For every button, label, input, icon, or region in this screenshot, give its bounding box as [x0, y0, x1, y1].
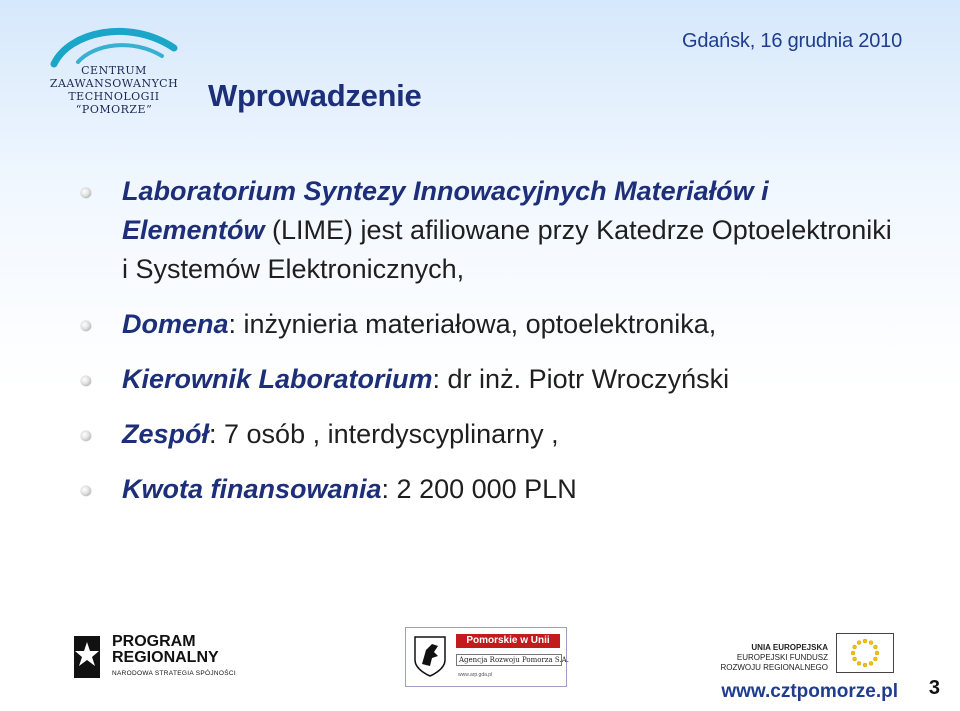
pomorskie-site: www.arp.gda.pl — [458, 672, 493, 678]
bullet-list — [78, 172, 898, 525]
program-regionalny-logo — [70, 630, 240, 686]
bullet-dot-icon — [81, 376, 91, 386]
program-regionalny-star-icon — [70, 632, 104, 682]
bullet-text: : inżynieria materiałowa, optoelektronika, — [228, 309, 717, 339]
ue-line-1: UNIA EUROPEJSKA — [751, 643, 828, 652]
bullet-emphasis: Kwota finansowania — [122, 474, 382, 504]
pomorskie-title: Pomorskie w Unii — [456, 634, 560, 648]
bullet-text: : dr inż. Piotr Wroczyński — [432, 364, 730, 394]
bullet-text: : 7 osób , interdyscyplinarny , — [209, 419, 559, 449]
bullet-dot-icon — [81, 321, 91, 331]
footer-website-link[interactable]: www.cztpomorze.pl — [721, 681, 898, 702]
program-line-2: REGIONALNY — [112, 649, 219, 666]
program-line-1: PROGRAM — [112, 633, 196, 650]
program-line-3: NARODOWA STRATEGIA SPÓJNOŚCI — [112, 670, 236, 677]
page-number: 3 — [928, 677, 940, 699]
bullet-emphasis: Laboratorium Syntezy Innowacyjnych Materiałów i Elementów — [122, 176, 769, 245]
bullet-item — [78, 360, 898, 399]
ue-line-3: ROZWOJU REGIONALNEGO — [720, 663, 828, 672]
logo-line-1: CENTRUM — [81, 64, 147, 77]
griffin-crest-icon — [412, 634, 448, 678]
logo-line-4: “POMORZE” — [75, 103, 153, 116]
bullet-text: : 2 200 000 PLN — [381, 474, 577, 504]
eu-fund-logo — [700, 631, 900, 677]
bullet-emphasis: Domena — [122, 309, 229, 339]
bullet-item — [78, 172, 898, 289]
bullet-item — [78, 305, 898, 344]
bullet-text: (LIME) jest afiliowane przy Katedrze Optoelektroniki i Systemów Elektronicznych, — [122, 215, 892, 284]
centrum-logo-arc-icon — [34, 22, 194, 70]
pomorskie-agency: Agencja Rozwoju Pomorza S.A. — [456, 654, 562, 666]
bullet-item — [78, 415, 898, 454]
logo-line-2: ZAAWANSOWANYCH — [49, 77, 179, 90]
header-date: Gdańsk, 16 grudnia 2010 — [681, 30, 902, 52]
bullet-dot-icon — [81, 431, 91, 441]
bullet-dot-icon — [81, 486, 91, 496]
centrum-logo — [34, 22, 194, 126]
eu-flag-icon — [836, 633, 894, 673]
bullet-emphasis: Zespół — [122, 419, 210, 449]
bullet-item — [78, 470, 898, 509]
slide-title: Wprowadzenie — [208, 78, 422, 113]
pomorskie-w-unii-logo — [405, 627, 567, 687]
ue-line-2: EUROPEJSKI FUNDUSZ — [736, 653, 828, 662]
bullet-emphasis: Kierownik Laboratorium — [122, 364, 433, 394]
logo-line-3: TECHNOLOGII — [68, 90, 160, 103]
bullet-dot-icon — [81, 188, 91, 198]
